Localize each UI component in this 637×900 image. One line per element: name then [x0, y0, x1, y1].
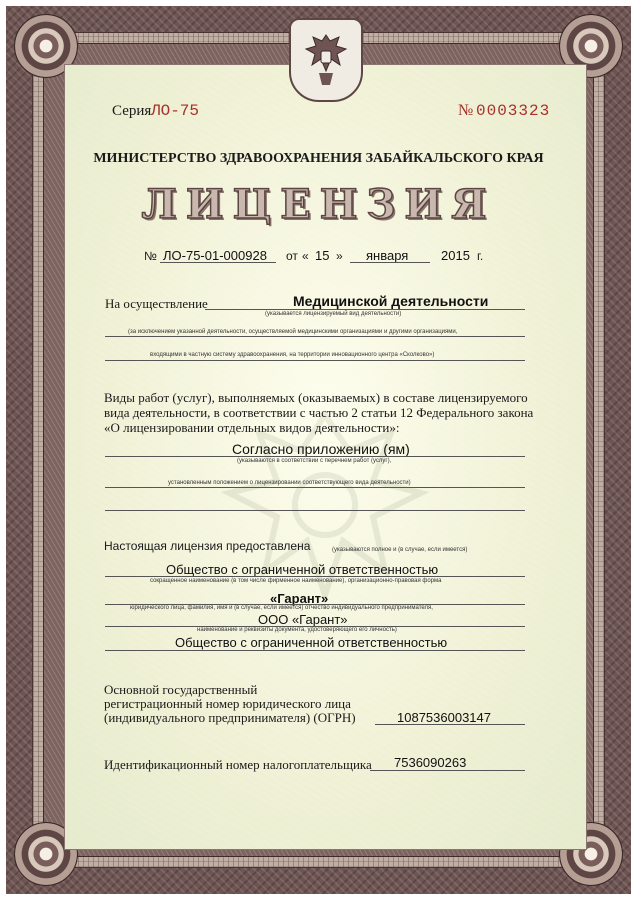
activity-hint-3: входящими в частную систему здравоохранения, на территории инновационного центра «Сколково») — [150, 352, 435, 358]
series-label: Серия — [112, 103, 152, 119]
holder-label: Настоящая лицензия предоставлена — [104, 539, 311, 553]
ogrn-line-2: регистрационный номер юридического лица — [104, 696, 351, 711]
activity-label: На осуществление — [105, 296, 208, 311]
license-number: ЛО-75-01-000928 — [163, 248, 267, 263]
activity-hint-2: (за исключением указанной деятельности, осуществляемой медицинскими организациями и другими организациями, — [128, 329, 458, 335]
holder-hint-3: юридического лица, фамилия, имя и (в случае, если имеется) отчество индивидуального предпринимателя, — [130, 605, 433, 611]
inn-value: 7536090263 — [394, 755, 467, 770]
double-headed-eagle-icon — [289, 18, 363, 102]
works-hint-2: установленным положением о лицензировании соответствующего вида деятельности) — [168, 480, 411, 486]
series-value: ЛО-75 — [151, 102, 200, 120]
license-year: 2015 — [441, 248, 470, 263]
number-value: 0003323 — [476, 102, 551, 120]
ogrn-line-1: Основной государственный — [104, 682, 258, 697]
open-quote: « — [302, 249, 309, 263]
holder-hint-1: (указываются полное и (в случае, если имеется) — [332, 547, 468, 553]
holder-value-1: Общество с ограниченной ответственностью — [166, 562, 439, 577]
activity-hint-1: (указывается лицензируемый вид деятельности) — [265, 311, 402, 317]
ogrn-value: 1087536003147 — [397, 710, 491, 725]
license-month: января — [366, 248, 409, 263]
license-day: 15 — [315, 248, 330, 263]
from-label: от — [286, 249, 298, 263]
close-quote: » — [336, 249, 343, 263]
holder-value-2: «Гарант» — [270, 591, 329, 606]
holder-value-4: Общество с ограниченной ответственностью — [175, 635, 448, 650]
number-sign: № — [458, 102, 474, 119]
license-title: ЛИЦЕНЗИЯ — [141, 181, 496, 228]
ogrn-line-3: (индивидуального предпринимателя) (ОГРН) — [104, 710, 356, 725]
inn-label: Идентификационный номер налогоплательщика — [104, 757, 372, 772]
holder-hint-2: сокращенное наименование (в том числе фирменное наименование), организационно-правовая форма — [150, 578, 442, 584]
license-no-label: № — [144, 249, 157, 263]
year-suffix: г. — [477, 249, 484, 263]
works-value: Согласно приложению (ям) — [232, 441, 410, 457]
eagle-svg — [299, 29, 353, 91]
activity-value: Медицинской деятельности — [293, 293, 489, 309]
ministry-name: МИНИСТЕРСТВО ЗДРАВООХРАНЕНИЯ ЗАБАЙКАЛЬСКОГО КРАЯ — [93, 151, 544, 166]
works-line-1: Виды работ (услуг), выполняемых (оказываемых) в составе лицензируемого — [104, 390, 528, 405]
works-line-3: «О лицензировании отдельных видов деятельности»: — [104, 420, 400, 435]
holder-hint-4: наименование и реквизиты документа, удостоверяющего его личность) — [197, 627, 397, 633]
works-hint-1: (указываются в соответствии с перечнем работ (услуг), — [237, 458, 392, 464]
holder-value-3: ООО «Гарант» — [258, 612, 348, 627]
works-line-2: вида деятельности, в соответствии с частью 2 статьи 12 Федерального закона — [104, 405, 534, 420]
